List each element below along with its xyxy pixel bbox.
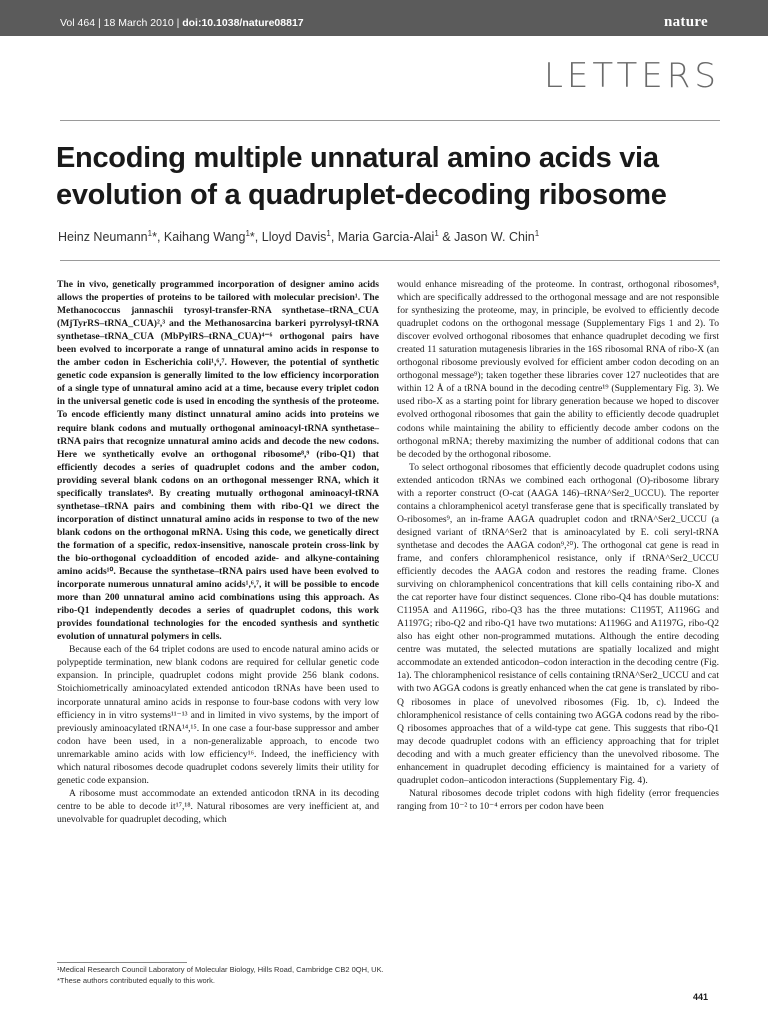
journal-logo: nature [663,14,708,30]
journal-header-bar [0,0,768,36]
volume: Vol 464 [60,17,96,29]
section-divider [60,120,720,121]
author: Jason W. Chin$^1$ [454,228,540,244]
author-list: Heinz Neumann$^1$*, Kaihang Wang$^1$*, Lloyd Davis$^1$, Maria Garcia-Alai$^1$ & Jason W. Chin$^1$ [58,228,540,244]
column-right [397,278,719,813]
equal-contribution-note: *These authors contributed equally to this work. [57,975,216,985]
issue-info: Vol 464 | 18 March 2010 | doi:10.1038/nature08817 [60,17,304,29]
body-paragraph: A ribosome must accommodate an extended anticodon tRNA in its decoding centre to be able to decode it¹⁷,¹⁸. Natural ribosomes are very inefficient at, and unevolvable for quadruplet decoding, which [57,787,379,825]
page-number: 441 [692,992,708,1002]
body-paragraph: Because each of the 64 triplet codons are used to encode natural amino acids or polypeptide termination, new blank codons are required for cellular genetic code expansion. In principle, quadruplet codons might provide 256 blank codons. Stoichiometrically aminoacylated extended anticodon tRNAs have been used to incorporate unnatural amino acids in response to four-base codons with very low efficiency in in vitro systems¹¹⁻¹³ and in limited in vivo systems, by the import of previously aminoacylated tRNA¹⁴,¹⁵. In one case a four-base suppressor and amber codon have been used, in a non-generalizable approach, to encode two unremarkable amino acids with low efficiency¹⁶. Indeed, the inefficiency with which natural ribosomes decode quadruplet codons severely limits their utility for genetic code expansion. [57,644,379,786]
doi-link[interactable]: doi:10.1038/nature08817 [182,17,304,29]
article-title: Encoding multiple unnatural amino acids via evolution of a quadruplet-decoding ribosome [56,142,667,211]
affiliation-note: ¹Medical Research Council Laboratory of Molecular Biology, Hills Road, Cambridge CB2 0QH, UK. [57,965,384,974]
author: Kaihang Wang$^1$* [163,228,255,244]
footnotes [57,965,717,986]
body-paragraph: To select orthogonal ribosomes that efficiently decode quadruplet codons using extended anticodon tRNAs we combined each orthogonal (O)-ribosome library with a reporter construct (O-cat (AAGA 146)–tRNA^Ser2_UCCU). The reporter contains a chloramphenicol acetyl transferase gene that is specifically translated by O-ribosomes⁹, an in-frame AAGA quadruplet codon and tRNA^Ser2_UCCU (a designed variant of tRNA^Ser2 that is aminoacylated by E. coli seryl-tRNA synthetase and decodes the AAGA codon⁹,²⁰). The orthogonal cat gene is read in frame, and confers chloramphenicol resistance, only if tRNA^Ser2_UCCU efficiently decodes the AAGA codon and restores the reading frame. Clones surviving on chloramphenicol concentrations that kill cells containing ribo-X and the cat reporter have four distinct sequences. Clone ribo-Q4 has double mutations: C1195A and A1196G, ribo-Q3 has the three mutations: C1195T, A1196G and A1197G; ribo-Q2 and ribo-Q1 have two mutations: A1196G and A1197G, ribo-Q2 also has eight other non-programmed mutations. Although the entire decoding centre was mutated, the selected mutations are spatially localized and might accommodate an extended anticodon–codon interaction in the decoding centre (Fig. 1a). The chloramphenicol resistance of cells containing tRNA^Ser2_UCCU and cat with two AGGA codons is greatly enhanced when the cat gene is translated by ribo-Q ribosomes in place of unevolved ribosomes (Fig. 1b, c). Indeed the chloramphenicol resistance of cells containing two AGGA codons read by the ribo-Q ribosomes approaches that of a wild-type cat gene. This suggests that ribo-Q1 may decode quadruplet codons with an efficiency approaching that for triplet decoding and with a much greater efficiency than the unevolved ribosome. The enhancement in quadruplet decoding efficiency is maintained for a variety of quadruplet codon–anticodon interactions (Supplementary Fig. 4). [397,461,719,786]
column-left [57,278,379,826]
author: Heinz Neumann$^1$* [58,228,157,244]
section-label: LETTERS [543,56,720,96]
body-paragraph: would enhance misreading of the proteome. In contrast, orthogonal ribosomes⁸, which are specifically addressed to the orthogonal message and are not responsible for synthesizing the proteome, may, in principle, be evolved to efficiently decode quadruplet codons on the orthogonal message (Supplementary Figs 1 and 2). To discover evolved orthogonal ribosomes that enhance quadruplet decoding we first created 11 saturation mutagenesis libraries in the 16S ribosomal RNA of ribo-X (an orthogonal ribosome previously evolved for efficient amber codon decoding on an orthogonal message⁹); taken together these libraries cover 127 nucleotides that are within 12 Å of a tRNA bound in the decoding centre¹⁹ (Supplementary Fig. 3). We used ribo-X as a starting point for library generation because we hoped to discover evolved orthogonal ribosomes that gain the ability to efficiently decode quadruplet codons while maintaining the ability to efficiently decode amber codons on the orthogonal mRNA; thereby maximizing the number of additional codons that can be decoded by the orthogonal ribosome. [397,279,719,460]
body-paragraph: Natural ribosomes decode triplet codons with high fidelity (error frequencies ranging from 10⁻² to 10⁻⁴ errors per codon have been [397,787,719,812]
author: Maria Garcia-Alai$^1$ [337,228,439,244]
date: 18 March 2010 [103,17,174,29]
footnote-divider [57,962,187,963]
abstract: The in vivo, genetically programmed incorporation of designer amino acids allows the properties of proteins to be tailored with molecular precision¹. The Methanococcus jannaschii tyrosyl-transfer-RNA synthetase–tRNA_CUA (MjTyrRS–tRNA_CUA)²,³ and the Methanosarcina barkeri pyrrolysyl-tRNA synthetase–tRNA_CUA (MbPylRS–tRNA_CUA)⁴⁻⁶ orthogonal pairs have been evolved to incorporate a range of unnatural amino acids in response to the amber codon in Escherichia coli¹,⁶,⁷. However, the potential of synthetic genetic code expansion is generally limited to the low efficiency incorporation of a single type of unnatural amino acid at a time, because every triplet codon in the universal genetic code is used in encoding the synthesis of the proteome. To encode efficiently many distinct unnatural amino acids into proteins we require blank codons and mutually orthogonal aminoacyl-tRNA synthetase–tRNA pairs that recognize unnatural amino acids and decode the new codons. Here we synthetically evolve an orthogonal ribosome⁸,⁹ (ribo-Q1) that efficiently decodes a series of quadruplet codons and the amber codon, providing several blank codons on an orthogonal messenger RNA, which it specifically translates⁸. By creating mutually orthogonal aminoacyl-tRNA synthetase–tRNA pairs and combining them with ribo-Q1 we direct the incorporation of distinct unnatural amino acids in response to two of the new blank codons on the orthogonal mRNA. Using this code, we genetically direct the formation of a specific, redox-insensitive, nanoscale protein cross-link by the bio-orthogonal cycloaddition of encoded azide- and alkyne-containing amino acids¹⁰. Because the synthetase–tRNA pairs used have been evolved to incorporate numerous unnatural amino acids¹,⁶,⁷, it will be possible to encode more than 200 unnatural amino acid combinations using this approach. As ribo-Q1 independently decodes a series of quadruplet codons, this work provides foundational technologies for the encoded synthesis and synthetic evolution of unnatural polymers in cells. [57,279,379,643]
author: Lloyd Davis$^1$ [261,228,331,244]
title-divider [60,260,720,261]
